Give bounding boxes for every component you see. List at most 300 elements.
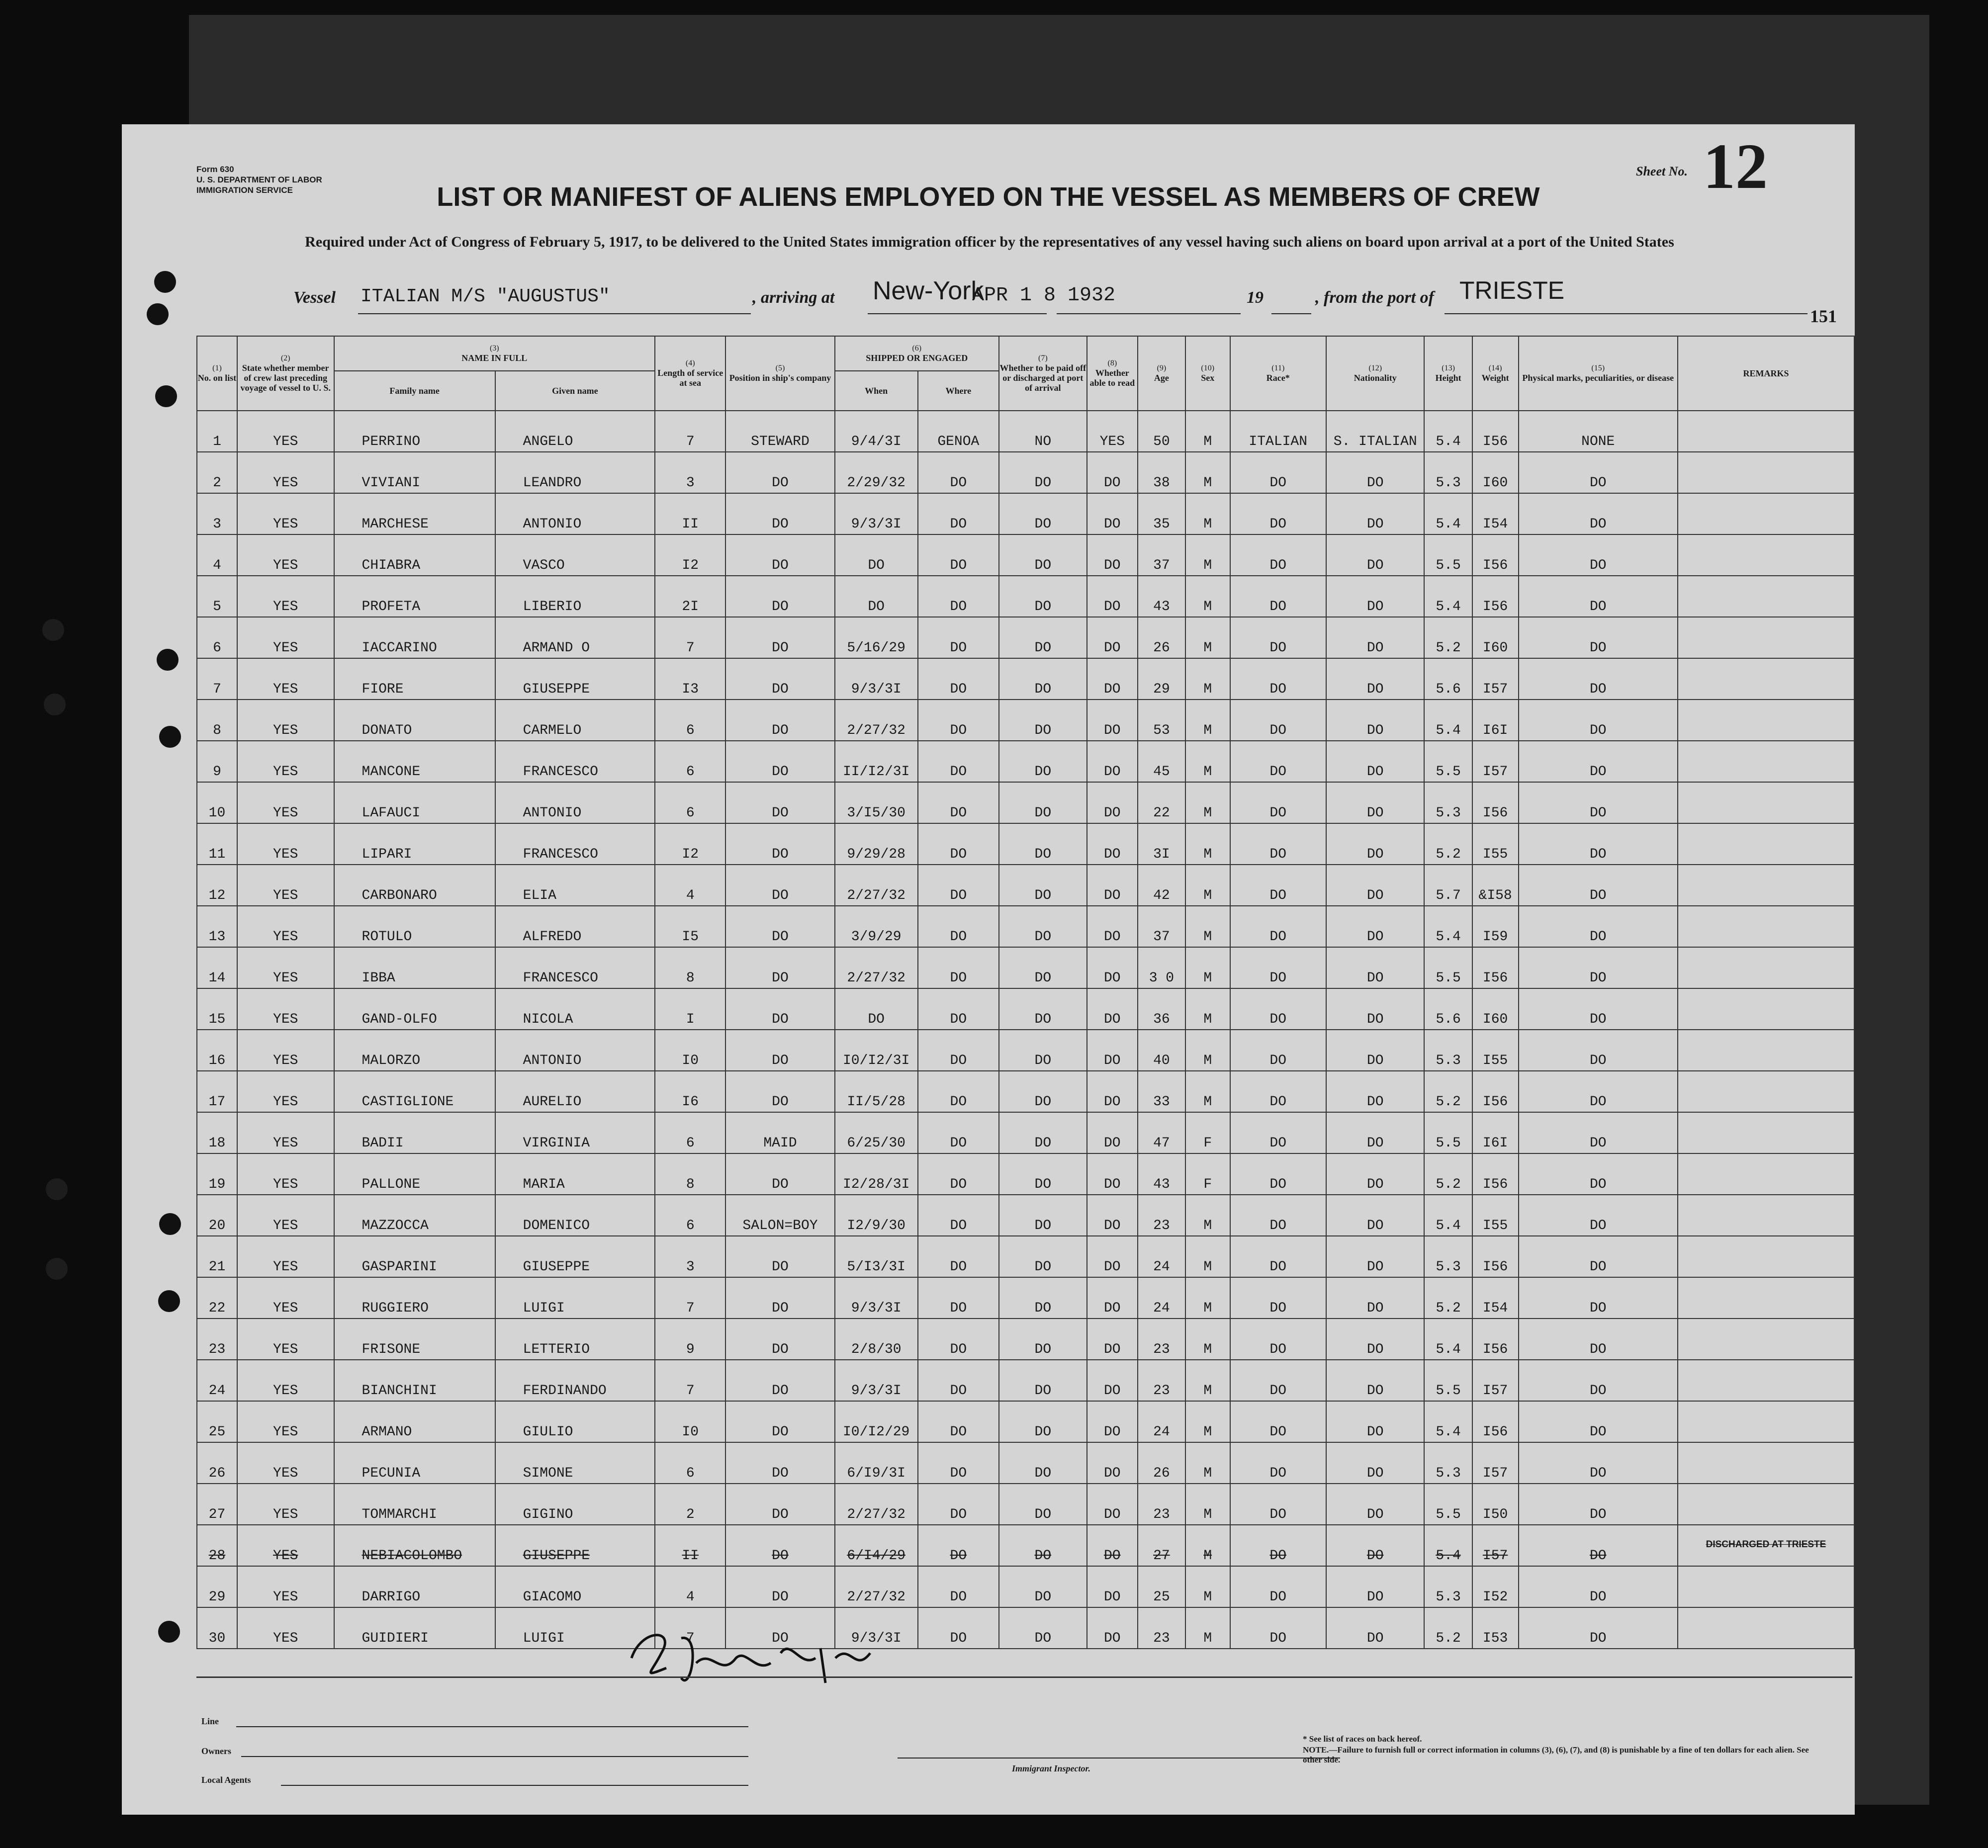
row-number-cell: 11: [197, 823, 237, 865]
shipped-when-cell: 2/27/32: [835, 865, 918, 906]
remarks-cell: [1678, 1112, 1854, 1153]
able-to-read-cell: DO: [1087, 700, 1138, 741]
height-cell: 5.4: [1424, 576, 1472, 617]
crew-status-cell: YES: [237, 411, 334, 452]
paid-off-cell: DO: [999, 988, 1087, 1030]
given-name-cell: ANTONIO: [495, 493, 655, 534]
shipped-when-cell: 2/27/32: [835, 700, 918, 741]
shipped-when-cell: DO: [835, 534, 918, 576]
row-number-cell: 4: [197, 534, 237, 576]
paid-off-cell: DO: [999, 534, 1087, 576]
age-cell: 53: [1138, 700, 1185, 741]
physical-marks-cell: DO: [1519, 1484, 1678, 1525]
physical-marks-cell: DO: [1519, 1607, 1678, 1649]
service-length-cell: 3: [655, 452, 725, 493]
crew-status-cell: YES: [237, 1236, 334, 1277]
shipped-where-cell: DO: [918, 658, 999, 700]
table-row: [197, 947, 1854, 988]
able-to-read-cell: DO: [1087, 1195, 1138, 1236]
crew-status-cell: YES: [237, 1071, 334, 1112]
remarks-cell: [1678, 576, 1854, 617]
family-name-cell: BADII: [334, 1112, 495, 1153]
weight-cell: I57: [1472, 1525, 1519, 1566]
nationality-cell: DO: [1326, 782, 1425, 823]
crew-status-cell: YES: [237, 658, 334, 700]
shipped-when-cell: 6/I4/29: [835, 1525, 918, 1566]
paid-off-cell: DO: [999, 1566, 1087, 1607]
position-cell: DO: [725, 1277, 834, 1319]
shipped-where-cell: DO: [918, 741, 999, 782]
back-punch-hole: [44, 694, 66, 715]
paid-off-cell: DO: [999, 1195, 1087, 1236]
position-cell: DO: [725, 1319, 834, 1360]
given-name-cell: VIRGINIA: [495, 1112, 655, 1153]
given-name-cell: GIACOMO: [495, 1566, 655, 1607]
height-cell: 5.5: [1424, 1484, 1472, 1525]
remarks-cell: [1678, 1236, 1854, 1277]
nationality-cell: DO: [1326, 823, 1425, 865]
shipped-where-cell: DO: [918, 1236, 999, 1277]
sex-cell: M: [1185, 1236, 1230, 1277]
crew-status-cell: YES: [237, 1484, 334, 1525]
nationality-cell: DO: [1326, 947, 1425, 988]
manifest-sheet: [122, 124, 1855, 1815]
crew-status-cell: YES: [237, 617, 334, 658]
paid-off-cell: DO: [999, 865, 1087, 906]
age-cell: 24: [1138, 1401, 1185, 1442]
race-cell: DO: [1230, 1360, 1326, 1401]
height-cell: 5.4: [1424, 493, 1472, 534]
nationality-cell: DO: [1326, 534, 1425, 576]
shipped-when-cell: II/I2/3I: [835, 741, 918, 782]
shipped-when-cell: 5/I3/3I: [835, 1236, 918, 1277]
position-cell: DO: [725, 1484, 834, 1525]
crew-status-cell: YES: [237, 947, 334, 988]
line-label: Line: [201, 1716, 219, 1726]
given-name-cell: GIUSEPPE: [495, 1525, 655, 1566]
family-name-cell: RUGGIERO: [334, 1277, 495, 1319]
age-cell: 47: [1138, 1112, 1185, 1153]
height-cell: 5.2: [1424, 1277, 1472, 1319]
paid-off-cell: DO: [999, 823, 1087, 865]
paid-off-cell: DO: [999, 576, 1087, 617]
position-cell: STEWARD: [725, 411, 834, 452]
able-to-read-cell: DO: [1087, 1525, 1138, 1566]
height-cell: 5.2: [1424, 1153, 1472, 1195]
able-to-read-cell: YES: [1087, 411, 1138, 452]
header-height: (13) Height: [1424, 336, 1472, 411]
physical-marks-cell: DO: [1519, 1566, 1678, 1607]
position-cell: DO: [725, 1236, 834, 1277]
shipped-when-cell: 2/27/32: [835, 1484, 918, 1525]
race-cell: DO: [1230, 700, 1326, 741]
able-to-read-cell: DO: [1087, 1277, 1138, 1319]
able-to-read-cell: DO: [1087, 576, 1138, 617]
nationality-cell: DO: [1326, 493, 1425, 534]
age-cell: 23: [1138, 1319, 1185, 1360]
physical-marks-cell: DO: [1519, 782, 1678, 823]
crew-status-cell: YES: [237, 865, 334, 906]
nationality-cell: DO: [1326, 658, 1425, 700]
position-cell: DO: [725, 1071, 834, 1112]
physical-marks-cell: DO: [1519, 617, 1678, 658]
height-cell: 5.4: [1424, 1195, 1472, 1236]
able-to-read-cell: DO: [1087, 1566, 1138, 1607]
shipped-when-cell: 9/3/3I: [835, 493, 918, 534]
physical-marks-cell: DO: [1519, 700, 1678, 741]
position-cell: DO: [725, 1607, 834, 1649]
header-paid-off: (7) Whether to be paid off or discharged at port of arrival: [999, 336, 1087, 411]
age-cell: 24: [1138, 1277, 1185, 1319]
height-cell: 5.5: [1424, 741, 1472, 782]
family-name-cell: PALLONE: [334, 1153, 495, 1195]
paid-off-cell: DO: [999, 1525, 1087, 1566]
table-row: [197, 1030, 1854, 1071]
remarks-cell: [1678, 988, 1854, 1030]
shipped-when-cell: 2/27/32: [835, 947, 918, 988]
from-port-label: , from the port of: [1315, 288, 1434, 307]
age-cell: 37: [1138, 534, 1185, 576]
agency-line-2: IMMIGRATION SERVICE: [196, 185, 293, 195]
remarks-cell: [1678, 782, 1854, 823]
given-name-cell: FRANCESCO: [495, 947, 655, 988]
age-cell: 29: [1138, 658, 1185, 700]
nationality-cell: DO: [1326, 1195, 1425, 1236]
shipped-where-cell: DO: [918, 1071, 999, 1112]
paid-off-cell: NO: [999, 411, 1087, 452]
header-read: (8) Whether able to read: [1087, 336, 1138, 411]
height-cell: 5.2: [1424, 823, 1472, 865]
sex-cell: M: [1185, 947, 1230, 988]
family-name-cell: CHIABRA: [334, 534, 495, 576]
race-cell: DO: [1230, 658, 1326, 700]
sex-cell: M: [1185, 1401, 1230, 1442]
height-cell: 5.4: [1424, 906, 1472, 947]
race-cell: DO: [1230, 1030, 1326, 1071]
shipped-where-cell: DO: [918, 1277, 999, 1319]
physical-marks-cell: DO: [1519, 1236, 1678, 1277]
race-cell: DO: [1230, 1607, 1326, 1649]
table-row: [197, 534, 1854, 576]
nationality-cell: DO: [1326, 452, 1425, 493]
shipped-where-cell: DO: [918, 1319, 999, 1360]
row-number-cell: 17: [197, 1071, 237, 1112]
row-number-cell: 21: [197, 1236, 237, 1277]
crew-status-cell: YES: [237, 1401, 334, 1442]
arriving-label: , arriving at: [752, 288, 835, 307]
given-name-cell: GIULIO: [495, 1401, 655, 1442]
height-cell: 5.7: [1424, 865, 1472, 906]
owners-label: Owners: [201, 1746, 231, 1756]
shipped-where-cell: DO: [918, 782, 999, 823]
given-name-cell: ELIA: [495, 865, 655, 906]
row-number-cell: 26: [197, 1442, 237, 1484]
vessel-name: ITALIAN M/S "AUGUSTUS": [361, 286, 610, 307]
weight-cell: I56: [1472, 534, 1519, 576]
punch-hole: [157, 649, 179, 671]
header-name: (3) NAME IN FULL: [334, 336, 655, 371]
sex-cell: M: [1185, 493, 1230, 534]
race-cell: DO: [1230, 576, 1326, 617]
sex-cell: M: [1185, 1566, 1230, 1607]
crew-status-cell: YES: [237, 1319, 334, 1360]
weight-cell: I56: [1472, 782, 1519, 823]
able-to-read-cell: DO: [1087, 1236, 1138, 1277]
punch-hole: [158, 1621, 180, 1643]
shipped-when-cell: 9/3/3I: [835, 1277, 918, 1319]
row-number-cell: 10: [197, 782, 237, 823]
nationality-cell: DO: [1326, 1277, 1425, 1319]
family-name-cell: IACCARINO: [334, 617, 495, 658]
family-name-cell: GASPARINI: [334, 1236, 495, 1277]
service-length-cell: 7: [655, 1277, 725, 1319]
race-cell: DO: [1230, 1112, 1326, 1153]
table-row: [197, 493, 1854, 534]
shipped-where-cell: DO: [918, 1360, 999, 1401]
table-row: [197, 1153, 1854, 1195]
able-to-read-cell: DO: [1087, 493, 1138, 534]
weight-cell: I50: [1472, 1484, 1519, 1525]
remarks-cell: [1678, 1277, 1854, 1319]
physical-marks-cell: DO: [1519, 452, 1678, 493]
given-name-cell: ALFREDO: [495, 906, 655, 947]
given-name-cell: LETTERIO: [495, 1319, 655, 1360]
sex-cell: M: [1185, 1484, 1230, 1525]
races-note: * See list of races on back hereof.: [1303, 1734, 1422, 1744]
shipped-where-cell: DO: [918, 1112, 999, 1153]
shipped-where-cell: DO: [918, 947, 999, 988]
position-cell: DO: [725, 947, 834, 988]
shipped-when-cell: I2/28/3I: [835, 1153, 918, 1195]
remarks-cell: [1678, 741, 1854, 782]
position-cell: DO: [725, 700, 834, 741]
paid-off-cell: DO: [999, 1401, 1087, 1442]
remarks-cell: [1678, 1195, 1854, 1236]
age-cell: 24: [1138, 1236, 1185, 1277]
sex-cell: M: [1185, 452, 1230, 493]
header-race: (11) Race*: [1230, 336, 1326, 411]
punch-hole: [155, 385, 177, 407]
age-cell: 43: [1138, 576, 1185, 617]
physical-marks-cell: DO: [1519, 865, 1678, 906]
sheet-number-label: Sheet No.: [1636, 164, 1688, 178]
document-title: LIST OR MANIFEST OF ALIENS EMPLOYED ON THE VESSEL AS MEMBERS OF CREW: [437, 182, 1540, 212]
crew-status-cell: YES: [237, 1112, 334, 1153]
given-name-cell: SIMONE: [495, 1442, 655, 1484]
remarks-cell: [1678, 1030, 1854, 1071]
service-length-cell: 6: [655, 700, 725, 741]
row-number-cell: 3: [197, 493, 237, 534]
position-cell: DO: [725, 1442, 834, 1484]
age-cell: 37: [1138, 906, 1185, 947]
age-cell: 26: [1138, 617, 1185, 658]
nationality-cell: DO: [1326, 865, 1425, 906]
shipped-when-cell: 9/3/3I: [835, 658, 918, 700]
table-row: [197, 782, 1854, 823]
age-cell: 25: [1138, 1566, 1185, 1607]
crew-status-cell: YES: [237, 493, 334, 534]
height-cell: 5.4: [1424, 700, 1472, 741]
nationality-cell: DO: [1326, 906, 1425, 947]
service-length-cell: 6: [655, 1112, 725, 1153]
crew-status-cell: YES: [237, 1525, 334, 1566]
shipped-when-cell: 9/4/3I: [835, 411, 918, 452]
weight-cell: I57: [1472, 1442, 1519, 1484]
given-name-cell: FRANCESCO: [495, 823, 655, 865]
row-number-cell: 14: [197, 947, 237, 988]
family-name-cell: LIPARI: [334, 823, 495, 865]
able-to-read-cell: DO: [1087, 741, 1138, 782]
row-number-cell: 16: [197, 1030, 237, 1071]
weight-cell: I56: [1472, 1319, 1519, 1360]
age-cell: 38: [1138, 452, 1185, 493]
shipped-when-cell: 6/25/30: [835, 1112, 918, 1153]
height-cell: 5.3: [1424, 1566, 1472, 1607]
nationality-cell: DO: [1326, 1030, 1425, 1071]
shipped-where-cell: DO: [918, 906, 999, 947]
position-cell: DO: [725, 1153, 834, 1195]
race-cell: DO: [1230, 1195, 1326, 1236]
physical-marks-cell: DO: [1519, 1360, 1678, 1401]
paid-off-cell: DO: [999, 1112, 1087, 1153]
row-number-cell: 22: [197, 1277, 237, 1319]
shipped-where-cell: DO: [918, 865, 999, 906]
able-to-read-cell: DO: [1087, 1607, 1138, 1649]
paid-off-cell: DO: [999, 1153, 1087, 1195]
remarks-cell: [1678, 865, 1854, 906]
crew-status-cell: YES: [237, 1277, 334, 1319]
punch-hole: [159, 1213, 181, 1235]
shipped-when-cell: 3/I5/30: [835, 782, 918, 823]
race-cell: DO: [1230, 1236, 1326, 1277]
shipped-when-cell: 2/27/32: [835, 1566, 918, 1607]
able-to-read-cell: DO: [1087, 823, 1138, 865]
service-length-cell: I2: [655, 823, 725, 865]
family-name-cell: NEBIACOLOMBO: [334, 1525, 495, 1566]
height-cell: 5.3: [1424, 1030, 1472, 1071]
crew-status-cell: YES: [237, 534, 334, 576]
remarks-cell: [1678, 617, 1854, 658]
crew-status-cell: YES: [237, 1195, 334, 1236]
family-name-cell: GUIDIERI: [334, 1607, 495, 1649]
race-cell: DO: [1230, 947, 1326, 988]
race-cell: DO: [1230, 1071, 1326, 1112]
paid-off-cell: DO: [999, 658, 1087, 700]
family-name-cell: FIORE: [334, 658, 495, 700]
remarks-cell: [1678, 411, 1854, 452]
row-number-cell: 29: [197, 1566, 237, 1607]
header-shipped: (6) SHIPPED OR ENGAGED: [835, 336, 999, 371]
shipped-where-cell: DO: [918, 700, 999, 741]
nationality-cell: DO: [1326, 1525, 1425, 1566]
nationality-cell: DO: [1326, 988, 1425, 1030]
service-length-cell: I2: [655, 534, 725, 576]
paid-off-cell: DO: [999, 782, 1087, 823]
header-when: When: [835, 371, 918, 411]
given-name-cell: FRANCESCO: [495, 741, 655, 782]
paid-off-cell: DO: [999, 493, 1087, 534]
position-cell: DO: [725, 534, 834, 576]
family-name-cell: GAND-OLFO: [334, 988, 495, 1030]
height-cell: 5.6: [1424, 988, 1472, 1030]
nationality-cell: DO: [1326, 576, 1425, 617]
able-to-read-cell: DO: [1087, 1484, 1138, 1525]
back-punch-hole: [46, 1258, 68, 1280]
local-agents-label: Local Agents: [201, 1775, 251, 1785]
family-name-cell: DARRIGO: [334, 1566, 495, 1607]
able-to-read-cell: DO: [1087, 534, 1138, 576]
crew-status-cell: YES: [237, 452, 334, 493]
height-cell: 5.4: [1424, 1319, 1472, 1360]
race-cell: DO: [1230, 452, 1326, 493]
table-row: [197, 1319, 1854, 1360]
physical-marks-cell: DO: [1519, 906, 1678, 947]
age-cell: 35: [1138, 493, 1185, 534]
position-cell: SALON=BOY: [725, 1195, 834, 1236]
service-length-cell: 6: [655, 741, 725, 782]
physical-marks-cell: DO: [1519, 823, 1678, 865]
sex-cell: M: [1185, 1071, 1230, 1112]
table-row: [197, 1112, 1854, 1153]
paid-off-cell: DO: [999, 1071, 1087, 1112]
sex-cell: M: [1185, 1277, 1230, 1319]
age-cell: 50: [1138, 411, 1185, 452]
crew-status-cell: YES: [237, 988, 334, 1030]
remarks-cell: [1678, 493, 1854, 534]
row-number-cell: 19: [197, 1153, 237, 1195]
service-length-cell: 6: [655, 782, 725, 823]
given-name-cell: GIUSEPPE: [495, 658, 655, 700]
position-cell: DO: [725, 617, 834, 658]
row-number-cell: 9: [197, 741, 237, 782]
nationality-cell: DO: [1326, 700, 1425, 741]
shipped-where-cell: DO: [918, 1153, 999, 1195]
nationality-cell: DO: [1326, 741, 1425, 782]
family-name-cell: BIANCHINI: [334, 1360, 495, 1401]
remarks-cell: [1678, 1484, 1854, 1525]
table-row: [197, 452, 1854, 493]
sex-cell: M: [1185, 534, 1230, 576]
table-row: [197, 865, 1854, 906]
given-name-cell: LUIGI: [495, 1277, 655, 1319]
sex-cell: M: [1185, 782, 1230, 823]
paid-off-cell: DO: [999, 1236, 1087, 1277]
race-cell: DO: [1230, 906, 1326, 947]
able-to-read-cell: DO: [1087, 988, 1138, 1030]
sex-cell: M: [1185, 700, 1230, 741]
punch-hole: [154, 271, 176, 293]
header-age: (9) Age: [1138, 336, 1185, 411]
sex-cell: M: [1185, 658, 1230, 700]
row-number-cell: 18: [197, 1112, 237, 1153]
sex-cell: M: [1185, 865, 1230, 906]
age-cell: 23: [1138, 1195, 1185, 1236]
sex-cell: M: [1185, 1319, 1230, 1360]
service-length-cell: 7: [655, 411, 725, 452]
arrival-port: New-York: [873, 276, 984, 305]
race-cell: DO: [1230, 1319, 1326, 1360]
crew-status-cell: YES: [237, 823, 334, 865]
table-row: [197, 1484, 1854, 1525]
position-cell: DO: [725, 1401, 834, 1442]
table-row: [197, 1236, 1854, 1277]
physical-marks-cell: DO: [1519, 1071, 1678, 1112]
weight-cell: I56: [1472, 411, 1519, 452]
row-number-cell: 24: [197, 1360, 237, 1401]
weight-cell: I6I: [1472, 700, 1519, 741]
shipped-where-cell: DO: [918, 452, 999, 493]
table-row: [197, 906, 1854, 947]
